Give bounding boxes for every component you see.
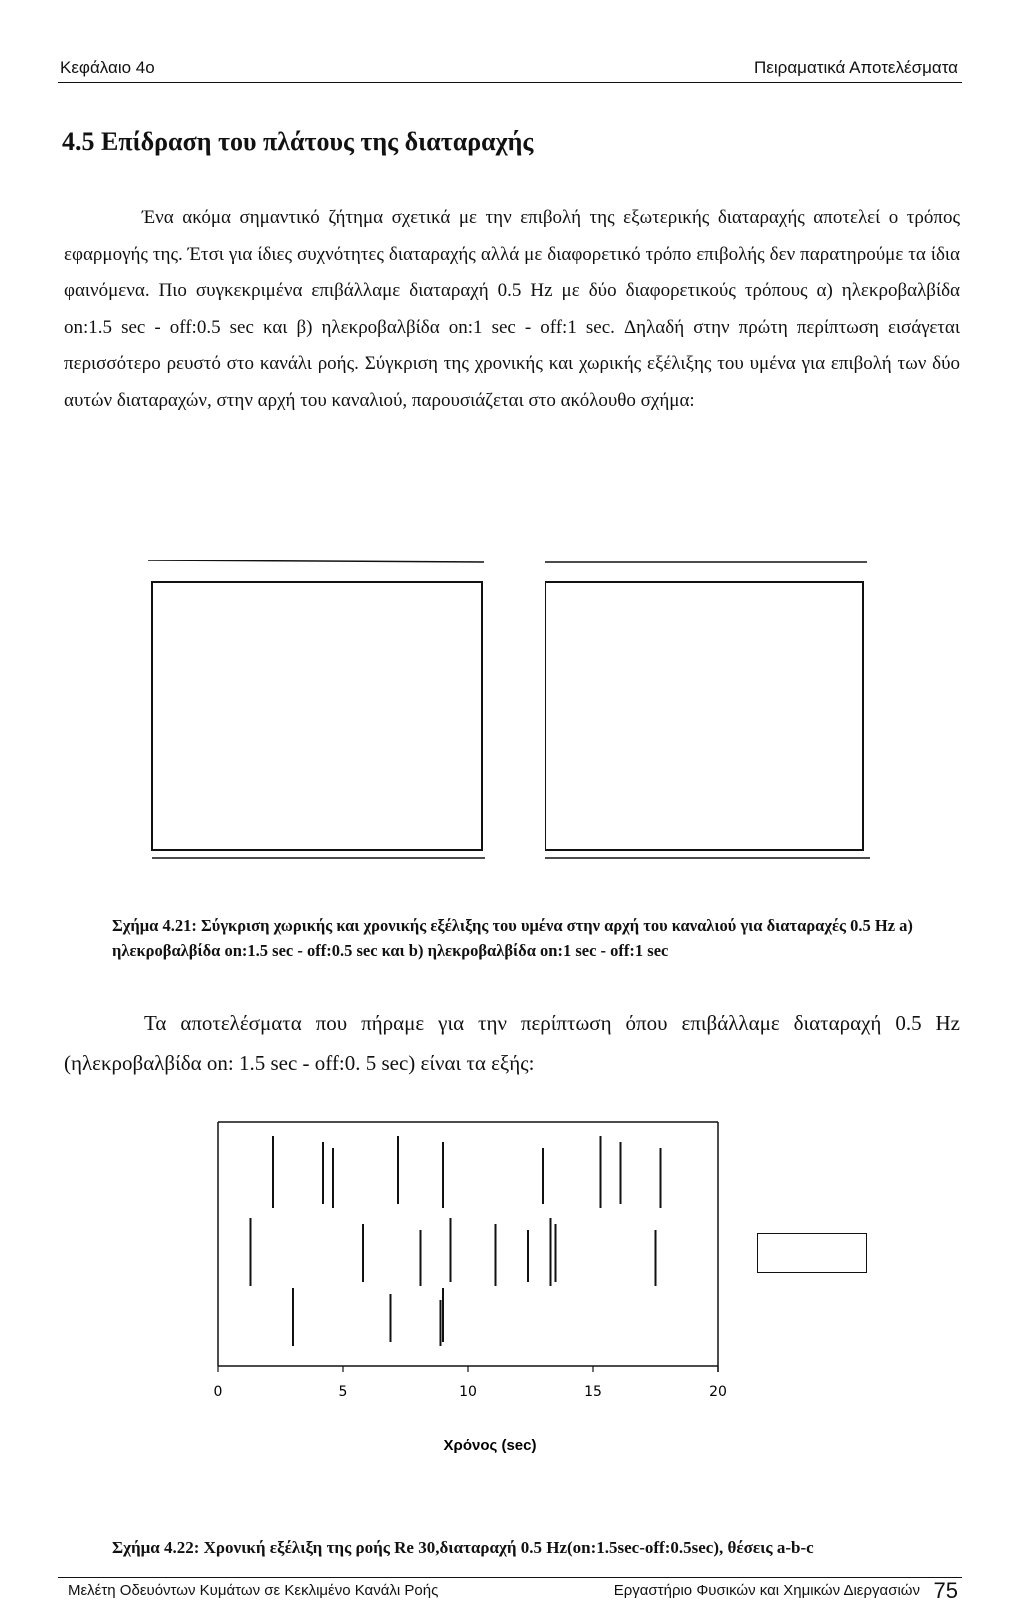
x-tick-label: 10	[459, 1384, 477, 1400]
page-number: 75	[933, 1578, 958, 1603]
section-title: 4.5 Επίδραση του πλάτους της διαταραχής	[62, 127, 534, 156]
x-tick-label: 5	[338, 1384, 348, 1400]
results-paragraph: Τα αποτελέσματα που πήραμε για την περίπτωση όπου επιβάλλαμε διαταραχή 0.5 Hz (ηλεκροβαλβίδα on: 1.5 sec - off:0. 5 sec) είναι τα εξής:	[64, 1011, 960, 1075]
figure-4-22-chart	[200, 1118, 760, 1508]
figure-4-21-caption: Σχήμα 4.21: Σύγκριση χωρικής και χρονικής εξέλιξης του υμένα στην αρχή του καναλιού για διαταραχές 0.5 Hz a) ηλεκροβαλβίδα on:1.5 sec - off:0.5 sec και b) ηλεκροβαλβίδα on:1 sec - off:1 sec	[112, 916, 913, 960]
x-tick-label: 15	[584, 1384, 602, 1400]
figure-4-21-panel-b	[545, 560, 890, 870]
footer-right-text: Εργαστήριο Φυσικών και Χημικών Διεργασιών	[613, 1582, 920, 1599]
header-rule	[58, 82, 962, 83]
chart-ticks	[214, 1366, 727, 1400]
x-tick-label: 20	[709, 1384, 727, 1400]
intro-paragraph: Ένα ακόμα σημαντικό ζήτημα σχετικά με την επιβολή της εξωτερικής διαταραχής αποτελεί ο τρόπος εφαρμογής της. Έτσι για ίδιες συχνότητες διαταραχής αλλά με διαφορετικό τρόπο επιβολής δεν παρατηρούμε τα ίδια φαινόμενα. Πιο συγκεκριμένα επιβάλλαμε διαταραχή 0.5 Hz με δύο διαφορετικούς τρόπους α) ηλεκροβαλβίδα on:1.5 sec - off:0.5 sec και β) ηλεκροβαλβίδα on:1 sec - off:1 sec. Δηλαδή στην πρώτη περίπτωση εισάγεται περισσότερο ρευστό στο κανάλι ροής. Σύγκριση της χρονικής και χωρικής εξέλιξης του υμένα για επιβολή των δύο αυτών διαταραχών, στην αρχή του καναλιού, παρουσιάζεται στο ακόλουθο σχήμα:	[64, 207, 960, 411]
footer-rule	[58, 1577, 962, 1578]
figure-4-22-side-box	[757, 1233, 867, 1273]
section-header: Πειραματικά Αποτελέσματα	[754, 58, 958, 77]
figure-4-22-caption: Σχήμα 4.22: Χρονική εξέλιξη της ροής Re 30,διαταραχή 0.5 Hz(on:1.5sec-off:0.5sec), θέσεις a-b-c	[112, 1538, 814, 1557]
figure-4-21-panel-a	[140, 560, 500, 870]
chapter-header: Κεφάλαιο 4ο	[60, 58, 155, 77]
chart-x-axis-label: Χρόνος (sec)	[443, 1437, 537, 1454]
x-tick-label: 0	[213, 1384, 223, 1400]
footer-left-text: Μελέτη Οδευόντων Κυμάτων σε Κεκλιμένο Κανάλι Ροής	[68, 1582, 439, 1599]
chart-marks	[251, 1136, 661, 1346]
figure-4-21	[140, 560, 890, 870]
